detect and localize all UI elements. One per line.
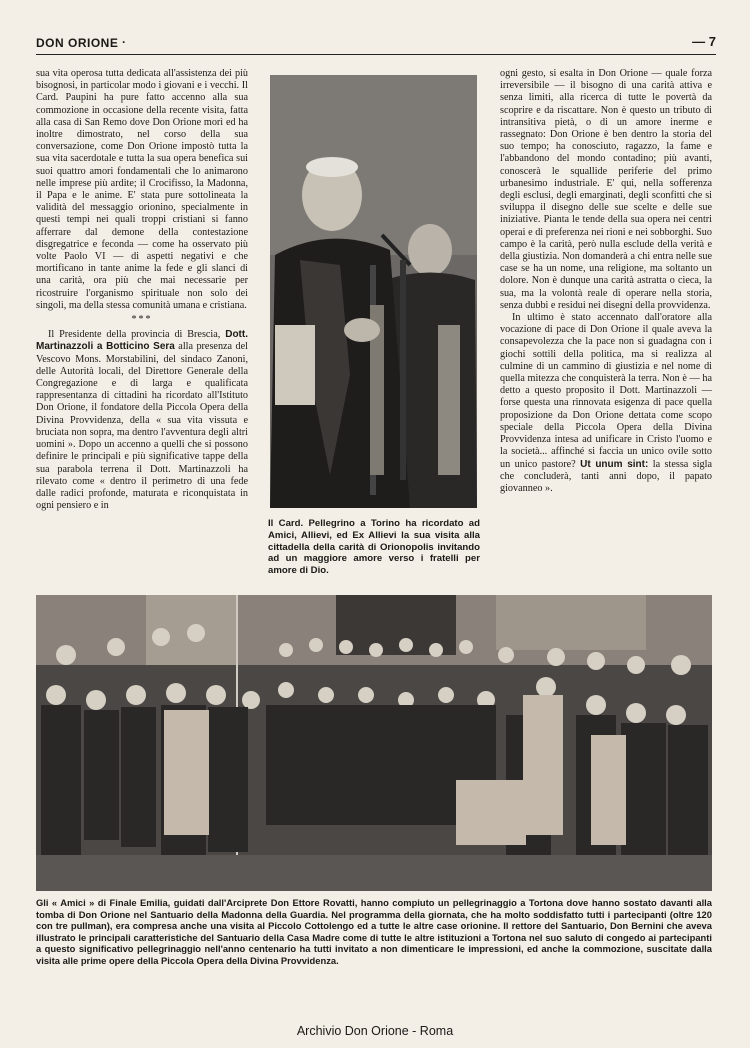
article-column-3 — [500, 68, 712, 495]
col1-paragraph-1: sua vita operosa tutta dedicata all'assistenza dei più bisognosi, in particolar modo i giovani e i vecchi. Il Card. Paupini ha pure fatto accenno alla sua commozione in occasione della recente visita, fatta alla casa di San Remo dove Don Orione morì ed ha inoltre dimostrato, nel corso della sua conversazione, come Don Orione impostò tutta la sua vita sacerdotale e tutta la sua opera benefica sui suoi quattro amori fondamentali che lo animarono nelle imprese più ardite; il Crocifisso, la Madonna, il Papa e le anime. E' stata pure sottolineata la validità del messaggio orionino, specialmente in questi tempi nei quali troppi cristiani si fanno afferrare dal demone della contestazione disgregatrice e feconda — come ha osservato più volte Paolo VI — di aspetti negativi e che mortificano in tante anime la fede e gli slanci di una carità, ora più che mai necessarie per ricostruire l'organismo spirituale non solo dei singoli, ma della stessa comunità umana e cristiana. — [36, 68, 248, 311]
group-photo — [36, 595, 712, 891]
cardinal-photo-caption: Il Card. Pellegrino a Torino ha ricordato ad Amici, Allievi, ed Ex Allievi la sua visita alla cittadella della carità di Orionopolis invitando ad un maggiore amore verso i fratelli per amore di Dio. — [268, 518, 480, 577]
page-number: — 7 — [692, 34, 716, 49]
article-column-1 — [36, 68, 248, 512]
cardinal-photo-illustration — [270, 75, 477, 508]
group-photo-caption: Gli « Amici » di Finale Emilia, guidati dall'Arciprete Don Ettore Rovatti, hanno compiuto un pellegrinaggio a Tortona dove hanno sostato davanti alla tomba di Don Orione nel Santuario della Madonna della Guardia. Nel programma della giornata, che ha molto soddisfatto tutti i partecipanti (oltre 120 con tre pullman), era compresa anche una visita al Piccolo Cottolengo ed a tutte le altre case orionine. Il rettore del Santuario, Don Bernini che aveva illustrato le principali caratteristiche del Santuario della Casa Madre come di tutte le altre istituzioni a Tortona nel suo saluto di congedo ai partecipanti a questo significativo pellegrinaggio nell'anno centenario ha tutti invitato a non dimenticare le impressioni, ed anche la commozione, suscitate dalla visita alle prime opere della Piccola Opera della Divina Provvidenza. — [36, 897, 712, 966]
latin-motto: Ut unum sint: — [580, 458, 649, 470]
section-separator: *** — [131, 314, 153, 326]
col1-paragraph-2: Il Presidente della provincia di Brescia, Dott. Martinazzoli a Botticino Sera alla presenza del Vescovo Mons. Morstabilini, del sindaco Zanoni, delle Autorità locali, del Direttore Generale della Congregazione e di larga e qualificata rappresentanza di cittadini ha ricordato all'Istituto Don Orione, il fondatore della Piccola Opera della Divina Provvidenza, della « sua vita vissuta e bruciata non sopra, ma dentro l'avventura degli altri uomini ». Dopo un accenno a quelli che si possono definire le principali e più significative tappe della sua parabola terrena il Dott. Martinazzoli ha rilevato come « dentro il perimetro di una fede dalle radici profonde, maturata e riconquistata in ogni pensiero e in — [36, 329, 248, 512]
group-photo-illustration — [36, 595, 712, 891]
bold-name: Dott. Martinazzoli a Botticino Sera — [36, 329, 248, 353]
cardinal-photo — [270, 75, 477, 508]
col3-paragraph-2: In ultimo è stato accennato dall'oratore alla vocazione di pace di Don Orione il quale aveva la consapevolezza che la pace non si guadagna con i giochi sottili della politica, ma si realizza al culmine di un cammino di giustizia e nel nome di quella mitezza che conquisterà la terra. Non è — ha detto a questo proposito il Dott. Martinazzoli — forse questa una rinnovata esigenza di pace quella proposizione da Don Orione dettata come scopo speciale della Piccola Opera della Divina Provvidenza intesa ad unificare in Cristo l'uomo e la società... affinché si faccia un unico ovile sotto un unico pastore? Ut unum sint: la stessa sigla che concluderà, tanti anni dopo, il papato giovanneo ». — [500, 312, 712, 494]
archive-footer: Archivio Don Orione - Roma — [296, 1024, 454, 1038]
col3-paragraph-1: ogni gesto, si esalta in Don Orione — quale forza irreversibile — il bisogno di una carità attiva e senza limiti, alla ricerca di tutte le povertà da scoprire e da riscattare. Non è questo un tributo di intransitiva pietà, o di un amore inerme e rassegnato: Don Orione è ben dentro la storia del suo tempo; ha conosciuto, ragazzo, la fame e l'abbandono del mondo contadino; più avanti, conoscerà le squallide periferie del primo urbanesimo industriale. E' qui, nella sofferenza degli esclusi, degli emarginati, degli sconfitti che si sviluppa il disegno delle sue scelte e delle sue iniziative. Pianta le tende della sua opera nei centri operai e di preferenza nei rioni e nei sobborghi. Suo campo è la carità, però nulla esclude della verità e della giustizia. Non domanderà a chi entra nelle sue case se ha un nome, una religione, ma soltanto un dolore. Non è dunque una carità astratta o cieca, la sua, ma la volontà reale di operare nella storia, senza dubbi e residui nei disegni della provvidenza. — [500, 68, 712, 311]
page-header — [36, 34, 716, 55]
magazine-title: DON ORIONE — [36, 36, 119, 50]
header-dot: · — [122, 35, 126, 49]
